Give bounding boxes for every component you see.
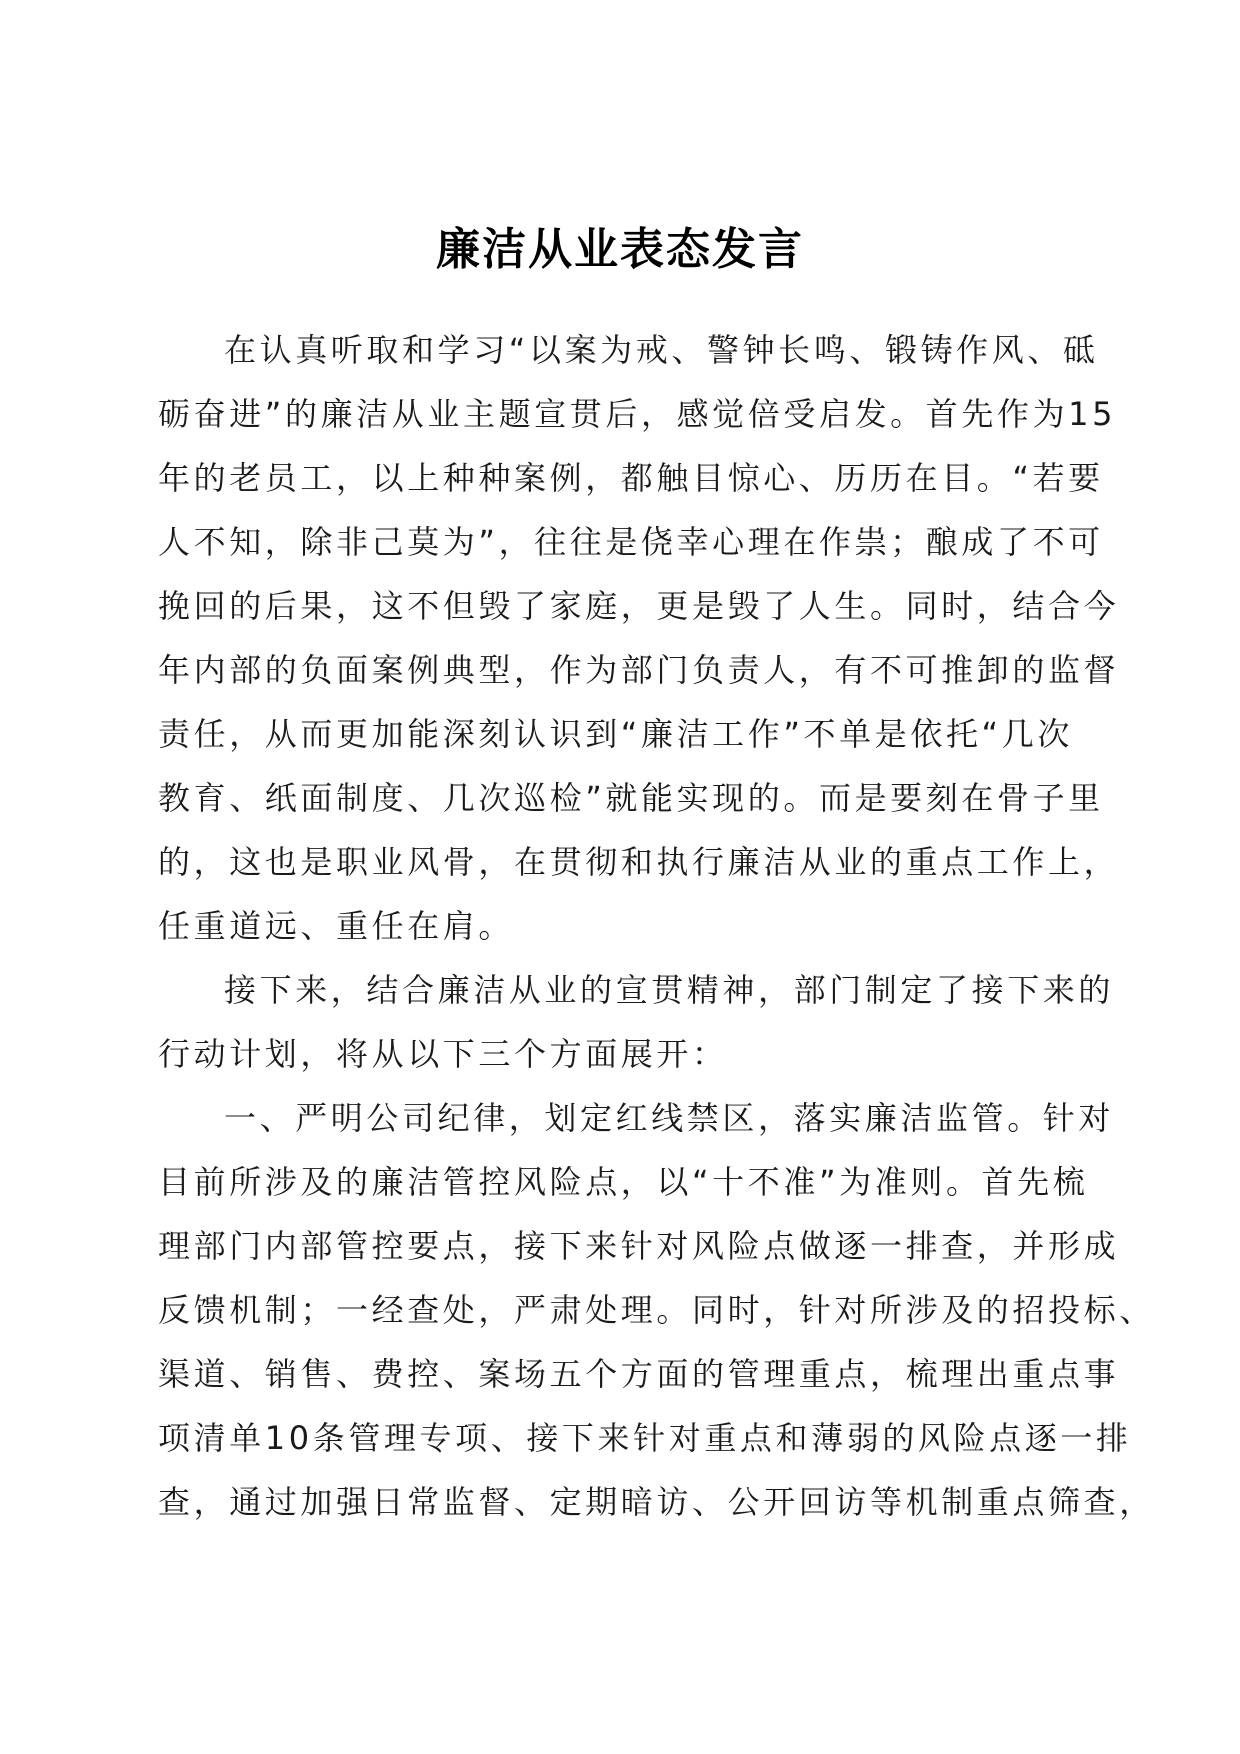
paragraph-3-line-2: 目前所涉及的廉洁管控风险点，以“十不准”为准则。首先梳 [158,1163,1089,1201]
paragraph-3-line-3: 理部门内部管控要点，接下来针对风险点做逐一排查，并形成 [158,1227,1120,1265]
paragraph-3-line-7: 查，通过加强日常监督、定期暗访、公开回访等机制重点筛查， [158,1483,1155,1521]
paragraph-1-line-2: 砺奋进”的廉洁从业主题宣贯后，感觉倍受启发。首先作为15 [158,395,1117,433]
paragraph-3-line-4: 反馈机制；一经查处，严肃处理。同时，针对所涉及的招投标、 [158,1291,1155,1329]
paragraph-2-line-1: 接下来，结合廉洁从业的宣贯精神，部门制定了接下来的 [224,971,1115,1009]
paragraph-1-line-4: 人不知，除非己莫为”，往往是侥幸心理在作祟；酿成了不可 [158,523,1104,561]
paragraph-1-line-6: 年内部的负面案例典型，作为部门负责人，有不可推卸的监督 [158,651,1120,689]
paragraph-1-line-1: 在认真听取和学习“以案为戒、警钟长鸣、锻铸作风、砥 [224,331,1099,369]
paragraph-1-line-7: 责任，从而更加能深刻认识到“廉洁工作”不单是依托“几次 [158,715,1073,753]
document-title: 廉洁从业表态发言 [436,224,804,275]
paragraph-3-line-5: 渠道、销售、费控、案场五个方面的管理重点，梳理出重点事 [158,1355,1120,1393]
paragraph-1-line-10: 任重道远、重任在肩。 [158,907,515,945]
document-body [158,318,1155,1534]
paragraph-1-line-5: 挽回的后果，这不但毁了家庭，更是毁了人生。同时，结合今 [158,587,1120,625]
paragraph-1-line-9: 的，这也是职业风骨，在贯彻和执行廉洁从业的重点工作上， [158,843,1120,881]
paragraph-1-line-3: 年的老员工，以上种种案例，都触目惊心、历历在目。“若要 [158,459,1104,497]
paragraph-1-line-8: 教育、纸面制度、几次巡检”就能实现的。而是要刻在骨子里 [158,779,1104,817]
paragraph-3-line-1: 一、严明公司纪律，划定红线禁区，落实廉洁监管。针对 [224,1099,1115,1137]
paragraph-2-line-2: 行动计划，将从以下三个方面展开： [158,1035,728,1073]
paragraph-3-line-6: 项清单10条管理专项、接下来针对重点和薄弱的风险点逐一排 [158,1419,1132,1457]
